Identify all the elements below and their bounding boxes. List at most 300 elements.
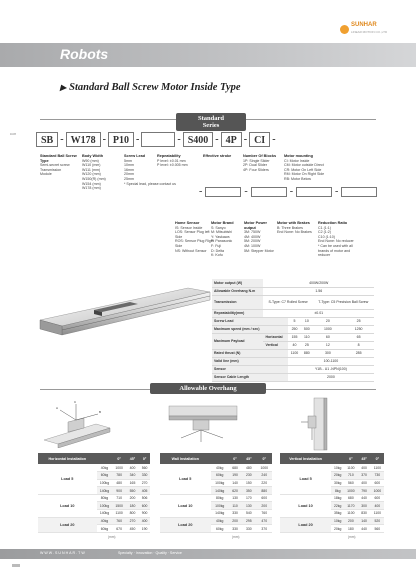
table-row (280, 464, 384, 472)
spec-row (212, 317, 374, 325)
desc-line: 16mm (124, 167, 134, 172)
spec-value: 300 (313, 349, 344, 357)
spec-value: T-Type: C5 Precision Ball Screw (313, 295, 374, 309)
column-header: 0° (344, 453, 357, 464)
table-cell: 1170 (344, 502, 357, 510)
load-group-label: Load 5 (160, 464, 211, 494)
desc-line: W90 (mm) (82, 158, 99, 163)
spec-value: ±0.01 (263, 309, 374, 317)
table-cell: 270 (139, 479, 150, 487)
section-title-overhang: Allowable Overhang (150, 383, 266, 394)
table-cell: 330 (241, 525, 256, 533)
table-cell: 180 (126, 502, 139, 510)
table-cell: 20kg (331, 472, 344, 480)
table-header-row (280, 453, 384, 464)
code-part-motor-power (296, 187, 332, 197)
desc-line: 20mm (124, 172, 134, 177)
table-cell: 30kg (331, 479, 344, 487)
table-cell: 540 (241, 510, 256, 518)
desc-reduction-ratio (318, 221, 376, 258)
spec-value: 100-1100 (288, 357, 374, 365)
svg-text:A: A (56, 406, 59, 410)
table-cell: 20kg (331, 525, 344, 533)
table-cell: 710 (112, 494, 125, 502)
svg-text:C: C (74, 400, 77, 404)
table-cell: 220 (257, 479, 272, 487)
spec-label: Transmission (212, 295, 263, 309)
spec-row (212, 333, 374, 341)
table-cell: 140kg (211, 510, 229, 518)
desc-line: CM: Motor outside Direct (284, 163, 324, 168)
spec-row (212, 287, 374, 295)
table-cell: 200 (344, 517, 357, 525)
load-group-label: Load 5 (280, 464, 331, 494)
spec-label: Sensor Cable Length (212, 373, 288, 381)
spec-value: 285 (343, 349, 374, 357)
spec-label: Repeatability(mm) (212, 309, 263, 317)
load-group-label: Load 10 (280, 494, 331, 517)
desc-ball-screw (40, 154, 80, 177)
table-cell: 1100 (344, 510, 357, 518)
footer-tagline: Specialty · Innovation · Quality · Service (118, 551, 182, 555)
vertical-overhang-diagram (300, 396, 340, 454)
desc-title: Body Width (82, 154, 104, 158)
spec-value: 25 (343, 317, 374, 325)
desc-line: K: Kofu (211, 253, 223, 258)
desc-line: 5mm (124, 158, 132, 163)
spec-label: Maximum Payload (212, 333, 263, 349)
code-part-sensor (205, 187, 241, 197)
spec-value: 25 (301, 341, 312, 349)
desc-title: Reduction Ratio (318, 221, 348, 225)
table-cell: 300 (358, 502, 371, 510)
desc-line: B: Three Brakes (277, 225, 303, 230)
table-cell: 400 (126, 464, 139, 472)
table-cell: 480 (241, 464, 256, 472)
table-cell: 200 (257, 502, 272, 510)
brand-logo (340, 22, 402, 36)
table-cell: 130 (229, 494, 241, 502)
table-cell: 140kg (211, 487, 229, 495)
desc-line: CR: Motor On Left Side (284, 167, 322, 172)
desc-line: W111 (mm) (82, 167, 101, 172)
code-dash: - (289, 186, 294, 197)
column-header: 0° (371, 453, 384, 464)
desc-effective-stroke (203, 154, 238, 159)
table-cell: 450 (126, 525, 139, 533)
spec-value: Y1B - U1 -NPN(100) (288, 365, 374, 373)
desc-motor-power (244, 221, 274, 253)
table-cell: 170 (241, 494, 256, 502)
table-cell: 600 (257, 494, 272, 502)
table-cell: 140 (358, 517, 371, 525)
spec-value: 1000 (313, 325, 344, 333)
desc-line: 3M: 750W (244, 230, 261, 235)
table-cell: 680 (229, 464, 241, 472)
table-cell: 350 (241, 487, 256, 495)
table-cell: 240 (257, 472, 272, 480)
code-part-repeatability (141, 132, 175, 147)
code-part-motor-brand (251, 187, 287, 197)
table-cell: 200 (126, 494, 139, 502)
desc-line: P level: ±0.01 mm (157, 158, 186, 163)
desc-title: Motor Brand (211, 221, 234, 225)
unit-note: (mm) (232, 535, 240, 539)
table-cell: 600 (139, 502, 150, 510)
desc-line: F: Fuji (211, 243, 221, 248)
spec-row (212, 365, 374, 373)
column-header: 0° (139, 453, 150, 464)
desc-line: D: Delta (211, 248, 224, 253)
spec-row (212, 295, 374, 309)
desc-line: brands of motor and (318, 248, 351, 253)
table-cell: 330 (229, 510, 241, 518)
spec-value: 155 (288, 333, 301, 341)
table-cell: 405 (139, 487, 150, 495)
spec-value: 20 (313, 317, 344, 325)
table-cell: 1100 (371, 510, 384, 518)
brand-mark-icon (340, 25, 349, 34)
desc-line: P level: ±0.005 mm (157, 163, 188, 168)
spec-value: 40 (288, 341, 301, 349)
spec-value: 2000 (288, 373, 374, 381)
table-cell: 22kg (331, 502, 344, 510)
table-cell: 480 (112, 479, 125, 487)
desc-line: Y: Yaskawa (211, 234, 230, 239)
spec-row (212, 325, 374, 333)
table-cell: 80kg (97, 494, 113, 502)
desc-line: W150(R) (mm) (82, 176, 106, 181)
overhang-table-wall (160, 453, 272, 533)
table-cell: 18kg (331, 494, 344, 502)
page-marker (12, 564, 20, 567)
spec-value: S-Type: C7 Rolled Screw (263, 295, 312, 309)
spec-value: 1250 (343, 325, 374, 333)
table-cell: 110 (229, 502, 241, 510)
load-group-label: Load 10 (38, 494, 97, 517)
table-row (160, 464, 272, 472)
actuator-illustration (38, 280, 213, 338)
table-cell: 230 (241, 472, 256, 480)
table-header-row (38, 453, 150, 464)
table-cell: 900 (112, 487, 125, 495)
spec-value: 400W/200W (263, 279, 374, 287)
table-cell: 600 (371, 494, 384, 502)
spec-value: 1.56 (263, 287, 374, 295)
spec-row (212, 349, 374, 357)
desc-line: C2 (1:2) (318, 230, 331, 235)
desc-line: 5M: Stepper Motor (244, 248, 274, 253)
spec-value: 60 (313, 333, 344, 341)
table-cell: 1000 (371, 487, 384, 495)
desc-motor-mounting (284, 154, 334, 182)
desc-home-sensor (175, 221, 215, 253)
horizontal-overhang-diagram (40, 398, 130, 448)
table-cell: 400 (139, 517, 150, 525)
table-cell: 520 (371, 517, 384, 525)
code-dash: - (136, 134, 140, 145)
code-part-blocks: 4P (221, 132, 242, 147)
table-cell: 100kg (97, 479, 113, 487)
table-cell: 670 (112, 525, 125, 533)
desc-title: Screw Lead (124, 154, 146, 158)
spec-row (212, 279, 374, 287)
spec-label: Motor output (W) (212, 279, 263, 287)
column-header: 45° (241, 453, 256, 464)
spec-value: 880 (301, 349, 312, 357)
table-cell: 165 (126, 479, 139, 487)
code-part-mounting: CI (249, 132, 270, 147)
spec-value: 12 (313, 341, 344, 349)
table-cell: 60kg (211, 525, 229, 533)
table-cell: 140kg (97, 510, 113, 518)
code-dash: - (215, 134, 219, 145)
code-dash: - (244, 186, 248, 197)
unit-note: (mm) (348, 535, 356, 539)
table-row (160, 517, 272, 525)
column-header: 0° (257, 453, 272, 464)
spec-value: 1100 (288, 349, 301, 357)
desc-line: 10mm (124, 163, 134, 168)
desc-line: ROS: Sensor Plug Right Side (175, 239, 214, 248)
table-cell: 80kg (211, 494, 229, 502)
table-cell: 550 (126, 487, 139, 495)
banner-title: Robots (60, 46, 109, 62)
column-header: 0° (112, 453, 125, 464)
spec-label: Rated thrust (N) (212, 349, 288, 357)
table-row (160, 494, 272, 502)
desc-line: C10 (1:10) (318, 234, 335, 239)
table-cell: 100kg (97, 502, 113, 510)
desc-line: C1 (1:1) (318, 225, 331, 230)
column-header: 45° (126, 453, 139, 464)
desc-repeatability (157, 154, 197, 168)
page-subtitle (60, 82, 241, 93)
table-row (280, 494, 384, 502)
table-cell: 340 (126, 472, 139, 480)
table-cell: 190 (139, 525, 150, 533)
footer-url[interactable]: WWW.SUNHAR.TW (40, 551, 86, 555)
table-cell: 40kg (211, 517, 229, 525)
spec-row (212, 309, 374, 317)
table-cell: 440 (358, 494, 371, 502)
table-cell: 440 (358, 525, 371, 533)
code-dash: - (177, 134, 181, 145)
table-cell: 140kg (97, 487, 113, 495)
spec-value: 110 (301, 333, 312, 341)
table-cell: 200 (229, 517, 241, 525)
table-row (38, 517, 150, 525)
desc-title: Standard Ball Screw Type (40, 154, 77, 163)
table-cell: 35kg (331, 510, 344, 518)
desc-line: 25mm (124, 176, 134, 181)
desc-line: 4P: Four Sliders (243, 167, 269, 172)
table-cell: 1100 (344, 464, 357, 472)
column-header: Horizontal Installation (38, 453, 97, 464)
desc-number-of-blocks (243, 154, 281, 172)
table-cell: 400 (358, 464, 371, 472)
spec-value: 500 (301, 325, 312, 333)
code-dash: - (60, 134, 64, 145)
table-cell: 1000 (344, 487, 357, 495)
section-rule-left (40, 119, 180, 120)
svg-text:B: B (99, 410, 102, 414)
spec-value: 5 (288, 317, 301, 325)
subtitle-text: Standard Ball Screw Motor Inside Type (69, 82, 241, 93)
table-cell: 40kg (97, 517, 113, 525)
brand-name-text: SUNHAR (351, 22, 377, 28)
desc-line: 1P: Single Slider (243, 158, 270, 163)
table-cell: 600 (371, 479, 384, 487)
table-cell: 140 (229, 479, 241, 487)
table-cell: 680 (344, 494, 357, 502)
table-header-row (160, 453, 272, 464)
table-cell: 100kg (211, 479, 229, 487)
desc-title: Number Of Blocks (243, 154, 277, 158)
code-part-brakes (341, 187, 377, 197)
section-rule-right (242, 119, 376, 120)
section-title-standard: Standard Series (176, 113, 246, 131)
table-cell: 190 (229, 472, 241, 480)
table-cell: 330 (139, 472, 150, 480)
column-header: Wall Installation (160, 453, 211, 464)
load-group-label: Load 20 (280, 517, 331, 532)
triangle-bullet-icon: ▶ (60, 83, 67, 92)
desc-title: Motor with Brakes (277, 221, 310, 225)
table-cell: 370 (257, 525, 272, 533)
brand-name (351, 22, 387, 36)
desc-motor-brakes (277, 221, 313, 235)
spec-table (212, 279, 374, 382)
overhang-table-vertical (280, 453, 384, 533)
spec-label: Maximum speed (mm / sec) (212, 325, 288, 333)
table-cell: 900 (139, 510, 150, 518)
desc-line: * Can be used with all (318, 243, 353, 248)
table-cell: 40kg (211, 464, 229, 472)
table-cell: 10kg (331, 517, 344, 525)
model-code-row-2 (196, 186, 377, 197)
table-cell: 620 (229, 487, 241, 495)
table-cell: 1500 (112, 502, 125, 510)
table-cell: 1100 (371, 464, 384, 472)
spec-value: 8 (343, 341, 374, 349)
column-header: 0° (229, 453, 241, 464)
desc-body-width (82, 154, 122, 191)
spec-row (212, 357, 374, 365)
table-cell: 560 (344, 479, 357, 487)
table-cell: 470 (257, 517, 272, 525)
desc-line: W178 (mm) (82, 186, 101, 191)
table-cell: 1100 (112, 510, 125, 518)
side-tag: ROB (10, 132, 17, 136)
desc-line: RB: Motor Below (284, 176, 311, 181)
code-part-width: W178 (66, 132, 101, 147)
code-part-lead: P10 (108, 132, 134, 147)
table-cell: 830 (358, 510, 371, 518)
code-dash: - (243, 134, 248, 145)
table-cell: 400 (358, 479, 371, 487)
code-part-stroke: S400 (183, 132, 214, 147)
table-cell: 880 (257, 487, 272, 495)
spec-label: Allowable Overhang N.m (212, 287, 263, 295)
spec-row (212, 373, 374, 381)
table-cell: 800 (126, 510, 139, 518)
load-group-label: Load 20 (160, 517, 211, 532)
code-dash: - (102, 134, 106, 145)
table-row (280, 517, 384, 525)
desc-motor-brand (211, 221, 241, 258)
desc-line: 4M: 400W (244, 234, 261, 239)
table-cell: 330 (229, 525, 241, 533)
table-cell: 560 (371, 525, 384, 533)
desc-line: End None: No reducer (318, 239, 354, 244)
desc-line: 4M: 100W (244, 243, 261, 248)
desc-line: * Special lead, please contact us (124, 181, 176, 186)
spec-label: Screw Lead (212, 317, 288, 325)
table-cell: 760 (257, 510, 272, 518)
desc-line: W110 (mm) (82, 163, 101, 168)
spec-label: Valid line (mm) (212, 357, 288, 365)
table-cell: 370 (358, 472, 371, 480)
table-cell: 730 (371, 472, 384, 480)
table-cell: 1000 (112, 464, 125, 472)
table-cell: 560 (139, 464, 150, 472)
load-group-label: Load 10 (160, 494, 211, 517)
table-row (38, 494, 150, 502)
code-dash: - (272, 134, 276, 145)
spec-value: 65 (343, 333, 374, 341)
table-cell: 40kg (97, 464, 113, 472)
table-cell: 60kg (97, 525, 113, 533)
table-cell: 295 (241, 517, 256, 525)
desc-line: P: Panasonic (211, 239, 233, 244)
desc-line: End None: No Brakes (277, 230, 312, 235)
desc-title: Effective stroke (203, 154, 232, 158)
load-group-label: Load 5 (38, 464, 97, 494)
desc-line: S: Sanyo (211, 225, 226, 230)
desc-line: NS: Without Sensor (175, 248, 207, 253)
desc-line: CI: Motor Inside (284, 158, 310, 163)
desc-line: W120 (mm) (82, 172, 101, 177)
table-cell: 400 (371, 502, 384, 510)
unit-note: (mm) (108, 535, 116, 539)
table-cell: 60kg (211, 472, 229, 480)
desc-title: Motor Power output (244, 221, 267, 230)
table-cell: 760 (112, 517, 125, 525)
code-part-type: SB (36, 132, 58, 147)
model-code-row (36, 132, 278, 147)
desc-title: Repeatability (157, 154, 181, 158)
desc-line: IS: Sensor Inside (175, 225, 203, 230)
overhang-table-horizontal (38, 453, 150, 533)
desc-line: M: Mitsubishi (211, 230, 232, 235)
table-cell: 10kg (331, 464, 344, 472)
table-cell: 180 (344, 525, 357, 533)
spec-label: Sensor (212, 365, 288, 373)
desc-line: LOS: Sensor Plug left Side (175, 230, 210, 239)
spec-value: 250 (288, 325, 301, 333)
table-cell: 506 (139, 494, 150, 502)
table-cell: 150 (241, 479, 256, 487)
desc-line: RM: Motor On Right Side (284, 172, 325, 177)
spec-sublabel: Horizontal (263, 333, 287, 341)
desc-line: Module (40, 172, 52, 177)
code-dash: - (335, 186, 339, 197)
desc-line: Semi-secret screw (40, 163, 70, 168)
desc-title: Home Sensor (175, 221, 200, 225)
table-row (38, 464, 150, 472)
load-group-label: Load 20 (38, 517, 97, 532)
